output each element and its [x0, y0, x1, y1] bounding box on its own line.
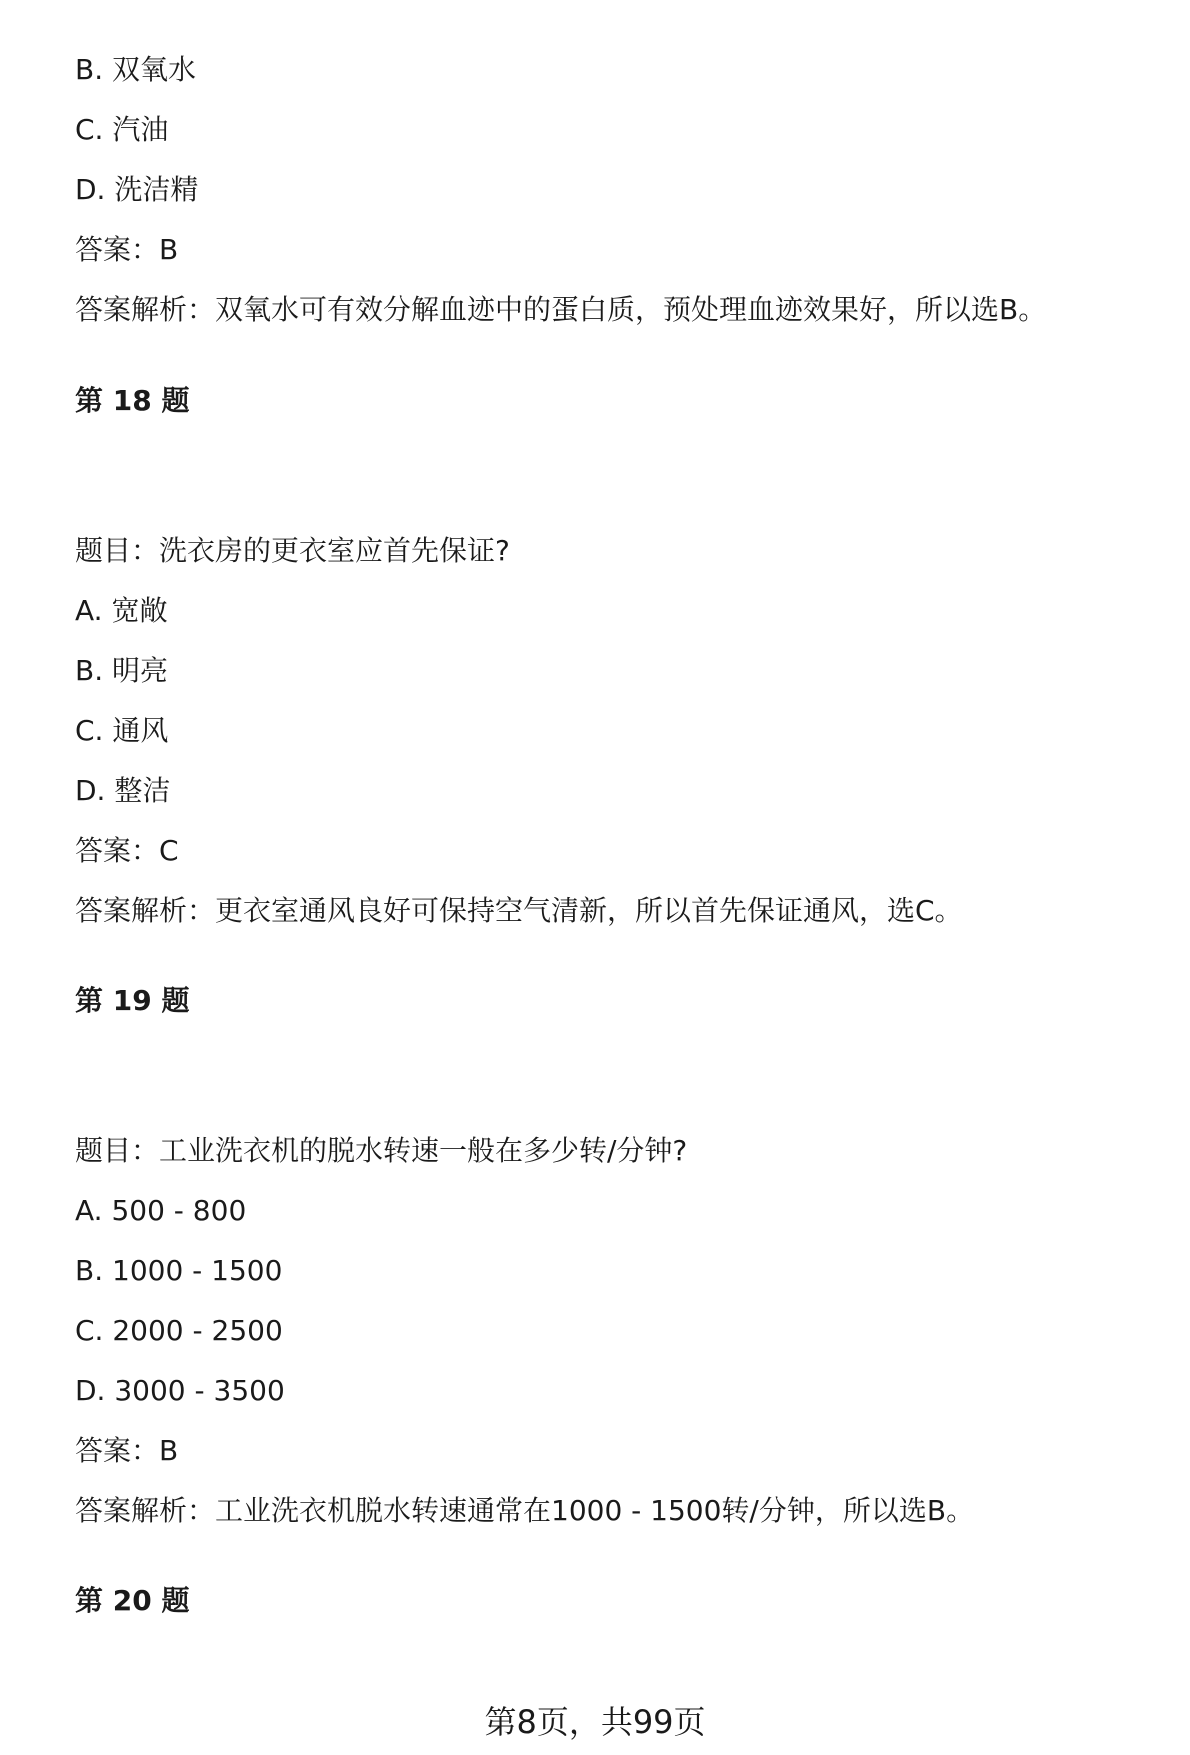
q19-option-c: C. 2000 - 2500: [75, 1314, 283, 1347]
q18-heading: 第 18 题: [75, 384, 190, 417]
q18-explanation: 答案解析：更衣室通风良好可保持空气清新，所以首先保证通风，选C。: [75, 894, 963, 927]
q17-option-d: D. 洗洁精: [75, 173, 199, 206]
q19-answer: 答案：B: [75, 1434, 179, 1467]
q18-answer: 答案：C: [75, 834, 179, 867]
q18-question: 题目：洗衣房的更衣室应首先保证?: [75, 534, 510, 567]
q19-explanation: 答案解析：工业洗衣机脱水转速通常在1000 - 1500转/分钟，所以选B。: [75, 1494, 975, 1527]
q19-option-a: A. 500 - 800: [75, 1194, 247, 1227]
q18-option-d: D. 整洁: [75, 774, 171, 807]
q19-question: 题目：工业洗衣机的脱水转速一般在多少转/分钟?: [75, 1134, 688, 1167]
q18-option-b: B. 明亮: [75, 654, 169, 687]
q19-option-b: B. 1000 - 1500: [75, 1254, 283, 1287]
q18-option-a: A. 宽敞: [75, 594, 168, 627]
page-number: 第8页，共99页: [484, 1703, 706, 1741]
q18-option-c: C. 通风: [75, 714, 169, 747]
q17-option-c: C. 汽油: [75, 113, 169, 146]
q19-heading: 第 19 题: [75, 984, 190, 1017]
q20-heading: 第 20 题: [75, 1584, 190, 1617]
q17-option-b: B. 双氧水: [75, 53, 197, 86]
q17-explanation: 答案解析：双氧水可有效分解血迹中的蛋白质，预处理血迹效果好，所以选B。: [75, 293, 1047, 326]
q17-answer: 答案：B: [75, 233, 179, 266]
q19-option-d: D. 3000 - 3500: [75, 1374, 285, 1407]
